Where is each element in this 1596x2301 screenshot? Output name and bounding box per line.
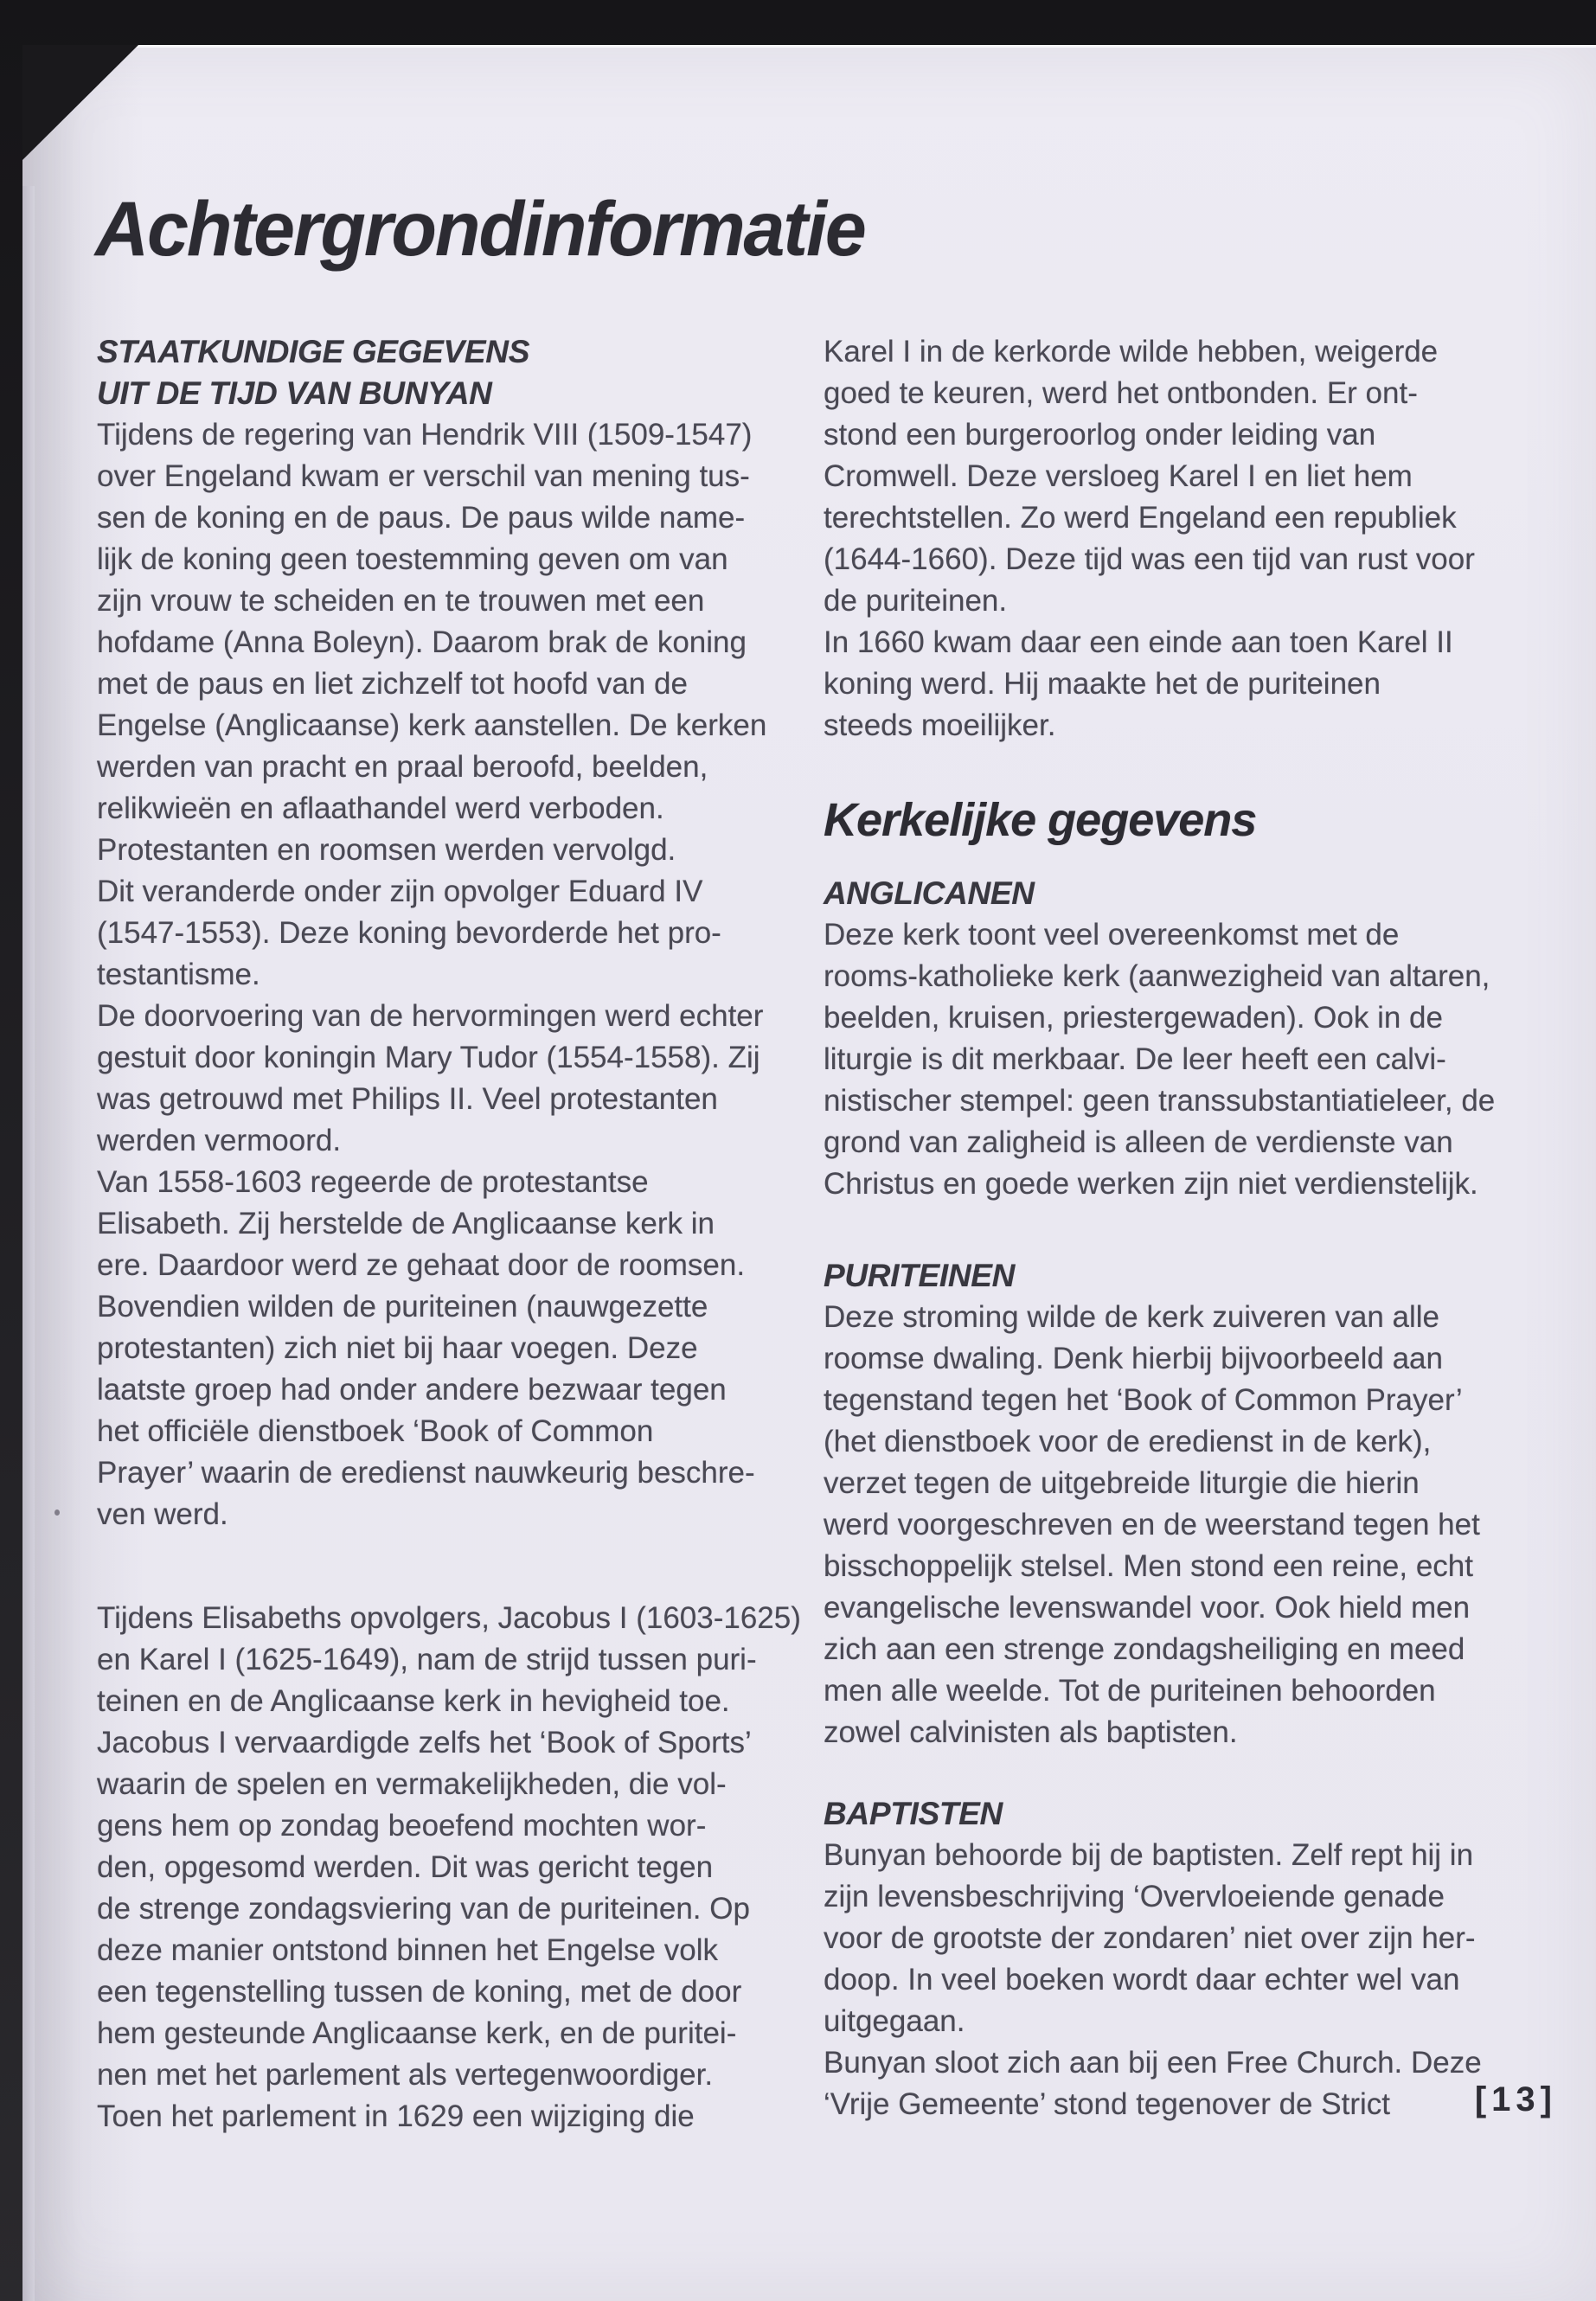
text-line: Dit veranderde onder zijn opvolger Eduard IV <box>97 875 703 908</box>
text-line: bisschoppelijk stelsel. Men stond een reine, echt <box>824 1549 1473 1583</box>
paragraph <box>97 996 810 1162</box>
text-line: UIT DE TIJD VAN BUNYAN <box>97 375 492 411</box>
text-line: ‘Vrije Gemeente’ stond tegenover de Strict <box>824 2087 1390 2121</box>
text-line: zijn vrouw te scheiden en te trouwen met een <box>97 584 705 618</box>
text-line: terechtstellen. Zo werd Engeland een republiek <box>824 501 1457 535</box>
text-line: testantisme. <box>97 958 260 991</box>
paragraph <box>97 871 810 996</box>
text-line: evangelische levenswandel voor. Ook hield men <box>824 1591 1471 1625</box>
text-line: hofdame (Anna Boleyn). Daarom brak de koning <box>97 625 747 659</box>
text-line: Protestanten en roomsen werden vervolgd. <box>97 833 676 867</box>
text-line: gens hem op zondag beoefend mochten wor- <box>97 1809 707 1843</box>
text-line: was getrouwd met Philips II. Veel protestanten <box>97 1082 718 1116</box>
text-line: Karel I in de kerkorde wilde hebben, weigerde <box>824 335 1439 369</box>
paragraph <box>824 2042 1536 2125</box>
paragraph <box>97 830 810 871</box>
text-line: Jacobus I vervaardigde zelfs het ‘Book of Sports’ <box>97 1726 752 1759</box>
paragraph <box>824 1835 1536 2042</box>
paragraph <box>824 1297 1536 1753</box>
text-line: beelden, kruisen, priestergewaden). Ook in de <box>824 1001 1443 1035</box>
subheading <box>824 873 1536 914</box>
text-line: BAPTISTEN <box>824 1796 1003 1831</box>
text-line: relikwieën en aflaathandel werd verboden. <box>97 792 664 825</box>
text-line: goed te keuren, werd het ontbonden. Er ont- <box>824 376 1418 410</box>
subheading <box>824 1255 1536 1297</box>
text-line: nen met het parlement als vertegenwoordiger. <box>97 2058 714 2092</box>
text-line: laatste groep had onder andere bezwaar tegen <box>97 1373 727 1407</box>
text-line: Deze stroming wilde de kerk zuiveren van alle <box>824 1300 1439 1334</box>
text-line: over Engeland kwam er verschil van mening tus- <box>97 459 750 493</box>
text-line: koning werd. Hij maakte het de puriteinen <box>824 667 1381 701</box>
text-line: (het dienstboek voor de eredienst in de kerk), <box>824 1425 1432 1458</box>
text-line: werd voorgeschreven en de weerstand tegen het <box>824 1508 1480 1541</box>
text-line: verzet tegen de uitgebreide liturgie die hierin <box>824 1466 1420 1500</box>
text-line: het officiële dienstboek ‘Book of Common <box>97 1414 654 1448</box>
text-line: waarin de spelen en vermakelijkheden, die vol- <box>97 1767 727 1801</box>
text-line: In 1660 kwam daar een einde aan toen Karel II <box>824 625 1453 659</box>
text-line: grond van zaligheid is alleen de verdienste van <box>824 1125 1453 1159</box>
text-line: Bovendien wilden de puriteinen (nauwgezette <box>97 1290 708 1324</box>
scanned-page <box>22 45 1596 2301</box>
text-line: ANGLICANEN <box>824 875 1035 911</box>
text-line: den, opgesomd werden. Dit was gericht tegen <box>97 1850 714 1884</box>
text-line: men alle weelde. Tot de puriteinen behoorden <box>824 1674 1436 1708</box>
text-line: gestuit door koningin Mary Tudor (1554-1558). Zij <box>97 1041 760 1074</box>
text-line: zijn levensbeschrijving ‘Overvloeiende genade <box>824 1880 1445 1913</box>
paragraph <box>824 622 1536 747</box>
text-line: tegenstand tegen het ‘Book of Common Prayer’ <box>824 1383 1463 1417</box>
paragraph <box>824 914 1536 1205</box>
page-title: Achtergrondinformatie <box>95 186 865 272</box>
text-line: sen de koning en de paus. De paus wilde name- <box>97 501 746 535</box>
text-line: werden vermoord. <box>97 1124 342 1157</box>
text-line: Elisabeth. Zij herstelde de Anglicaanse kerk in <box>97 1207 715 1240</box>
text-line: (1547-1553). Deze koning bevorderde het pro- <box>97 916 721 950</box>
text-line: Prayer’ waarin de eredienst nauwkeurig beschre- <box>97 1456 755 1490</box>
text-line: nistischer stempel: geen transsubstantiatieleer, de <box>824 1084 1496 1118</box>
paragraph <box>97 414 810 830</box>
text-line: rooms-katholieke kerk (aanwezigheid van altaren, <box>824 959 1490 993</box>
text-line: met de paus en liet zichzelf tot hoofd van de <box>97 667 688 701</box>
text-line: doop. In veel boeken wordt daar echter wel van <box>824 1963 1460 1997</box>
text-line: ere. Daardoor werd ze gehaat door de roomsen. <box>97 1248 746 1282</box>
text-line: een tegenstelling tussen de koning, met de door <box>97 1975 742 2009</box>
paragraph <box>97 1162 810 1535</box>
column-left <box>97 331 810 2138</box>
text-line: zowel calvinisten als baptisten. <box>824 1715 1238 1749</box>
text-line: roomse dwaling. Denk hierbij bijvoorbeeld aan <box>824 1342 1443 1375</box>
text-line: voor de grootste der zondaren’ niet over zijn her- <box>824 1921 1476 1955</box>
text-line: de puriteinen. <box>824 584 1008 618</box>
heading: Kerkelijke gegevens <box>824 794 1257 846</box>
text-line: Toen het parlement in 1629 een wijziging die <box>97 2099 695 2133</box>
paragraph <box>824 331 1536 622</box>
dust-speck <box>54 1509 60 1516</box>
text-line: lijk de koning geen toestemming geven om van <box>97 542 728 576</box>
text-line: de strenge zondagsviering van de puriteinen. Op <box>97 1892 750 1926</box>
text-line: Cromwell. Deze versloeg Karel I en liet hem <box>824 459 1413 493</box>
text-line: stond een burgeroorlog onder leiding van <box>824 418 1376 452</box>
text-line: liturgie is dit merkbaar. De leer heeft een calvi- <box>824 1042 1446 1076</box>
subheading <box>824 1793 1536 1835</box>
page-number: [13] <box>1474 2080 1557 2118</box>
text-line: en Karel I (1625-1649), nam de strijd tussen puri- <box>97 1643 757 1676</box>
text-line: Christus en goede werken zijn niet verdienstelijk. <box>824 1167 1478 1201</box>
text-line: ven werd. <box>97 1497 228 1531</box>
text-line: PURITEINEN <box>824 1258 1016 1293</box>
text-line: STAATKUNDIGE GEGEVENS <box>97 334 530 369</box>
column-right <box>824 331 1536 2125</box>
text-line: werden van pracht en praal beroofd, beelden, <box>97 750 708 784</box>
text-line: Deze kerk toont veel overeenkomst met de <box>824 918 1400 952</box>
text-line: Van 1558-1603 regeerde de protestantse <box>97 1165 649 1199</box>
page-edge-highlight <box>22 186 35 2301</box>
text-line: De doorvoering van de hervormingen werd echter <box>97 999 764 1033</box>
paragraph <box>97 1598 810 2138</box>
text-line: deze manier ontstond binnen het Engelse volk <box>97 1933 718 1967</box>
text-line: uitgegaan. <box>824 2004 965 2038</box>
text-line: Engelse (Anglicaanse) kerk aanstellen. De kerken <box>97 708 767 742</box>
text-line: Bunyan behoorde bij de baptisten. Zelf rept hij in <box>824 1838 1474 1872</box>
subheading <box>97 331 810 414</box>
text-line: teinen en de Anglicaanse kerk in hevigheid toe. <box>97 1684 730 1718</box>
text-line: Tijdens Elisabeths opvolgers, Jacobus I (1603-1625) <box>97 1601 801 1635</box>
text-line: protestanten) zich niet bij haar voegen. Deze <box>97 1331 698 1365</box>
text-line: hem gesteunde Anglicaanse kerk, en de puritei- <box>97 2016 737 2050</box>
text-line: zich aan een strenge zondagsheiliging en meed <box>824 1632 1465 1666</box>
text-line: Bunyan sloot zich aan bij een Free Church. Deze <box>824 2046 1482 2080</box>
text-line: (1644-1660). Deze tijd was een tijd van rust voor <box>824 542 1475 576</box>
text-line: steeds moeilijker. <box>824 708 1056 742</box>
text-line: Tijdens de regering van Hendrik VIII (1509-1547) <box>97 418 753 452</box>
